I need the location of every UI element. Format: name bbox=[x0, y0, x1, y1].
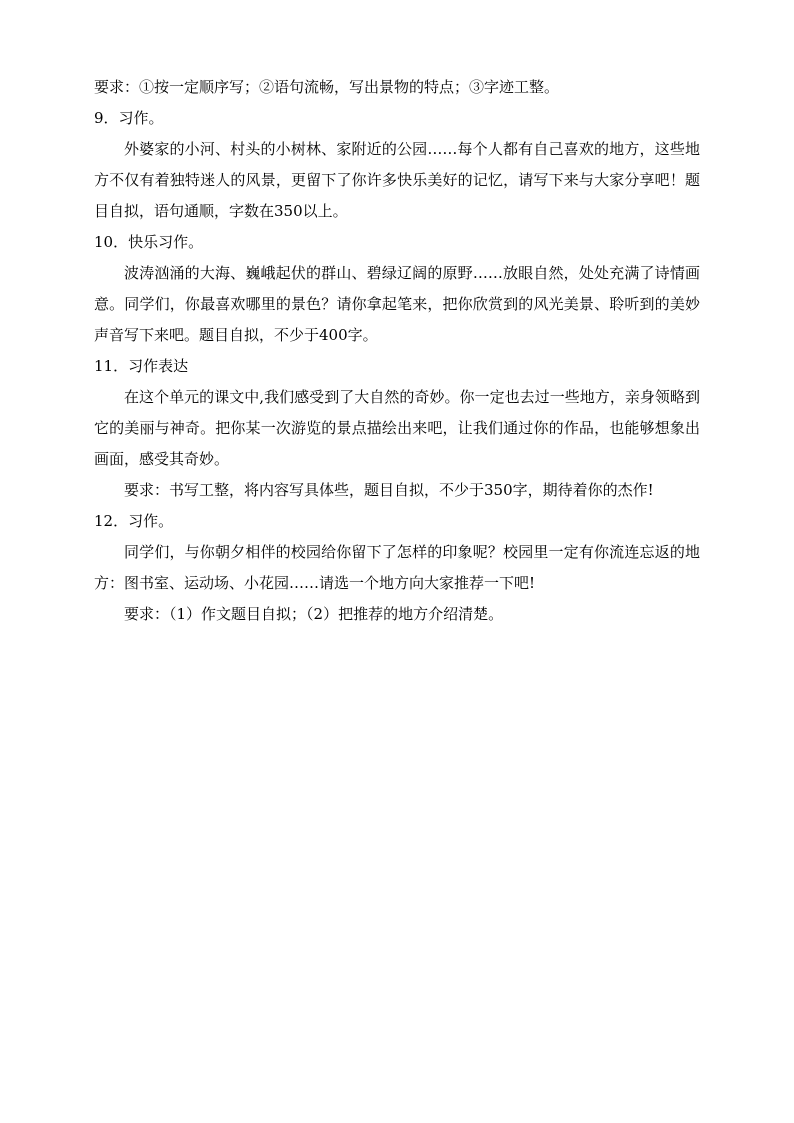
item-9 bbox=[94, 103, 700, 227]
document-page bbox=[94, 72, 700, 630]
item-paragraph: 外婆家的小河、村头的小树林、家附近的公园……每个人都有自己喜欢的地方，这些地方不仅有着独特迷人的风景，更留下了你许多快乐美好的记忆，请写下来与大家分享吧！题目自拟，语句通顺，字数在350以上。 bbox=[94, 140, 700, 220]
item-heading: 12．习作。 bbox=[94, 512, 174, 530]
item-paragraph: 同学们，与你朝夕相伴的校园给你留下了怎样的印象呢？校园里一定有你流连忘返的地方：图书室、运动场、小花园……请选一个地方向大家推荐一下吧! bbox=[94, 543, 700, 592]
item-paragraph: 要求：书写工整，将内容写具体些，题目自拟，不少于350字，期待着你的杰作! bbox=[124, 481, 654, 499]
item-paragraph: 在这个单元的课文中,我们感受到了大自然的奇妙。你一定也去过一些地方，亲身领略到它的美丽与神奇。把你某一次游览的景点描绘出来吧，让我们通过你的作品，也能够想象出画面，感受其奇妙。 bbox=[94, 388, 700, 468]
item-11 bbox=[94, 351, 700, 506]
requirement-line: 要求：①按一定顺序写；②语句流畅，写出景物的特点；③字迹工整。 bbox=[94, 78, 560, 96]
item-heading: 10．快乐习作。 bbox=[94, 233, 204, 251]
item-heading: 9．习作。 bbox=[94, 109, 164, 127]
item-10 bbox=[94, 227, 700, 351]
item-paragraph: 要求：（1）作文题目自拟；（2）把推荐的地方介绍清楚。 bbox=[124, 605, 504, 623]
item-paragraph: 波涛汹涌的大海、巍峨起伏的群山、碧绿辽阔的原野……放眼自然，处处充满了诗情画意。同学们，你最喜欢哪里的景色？请你拿起笔来，把你欣赏到的风光美景、聆听到的美妙声音写下来吧。题目自拟，不少于400字。 bbox=[94, 264, 700, 344]
item-heading: 11．习作表达 bbox=[94, 357, 189, 375]
item-12 bbox=[94, 506, 700, 630]
